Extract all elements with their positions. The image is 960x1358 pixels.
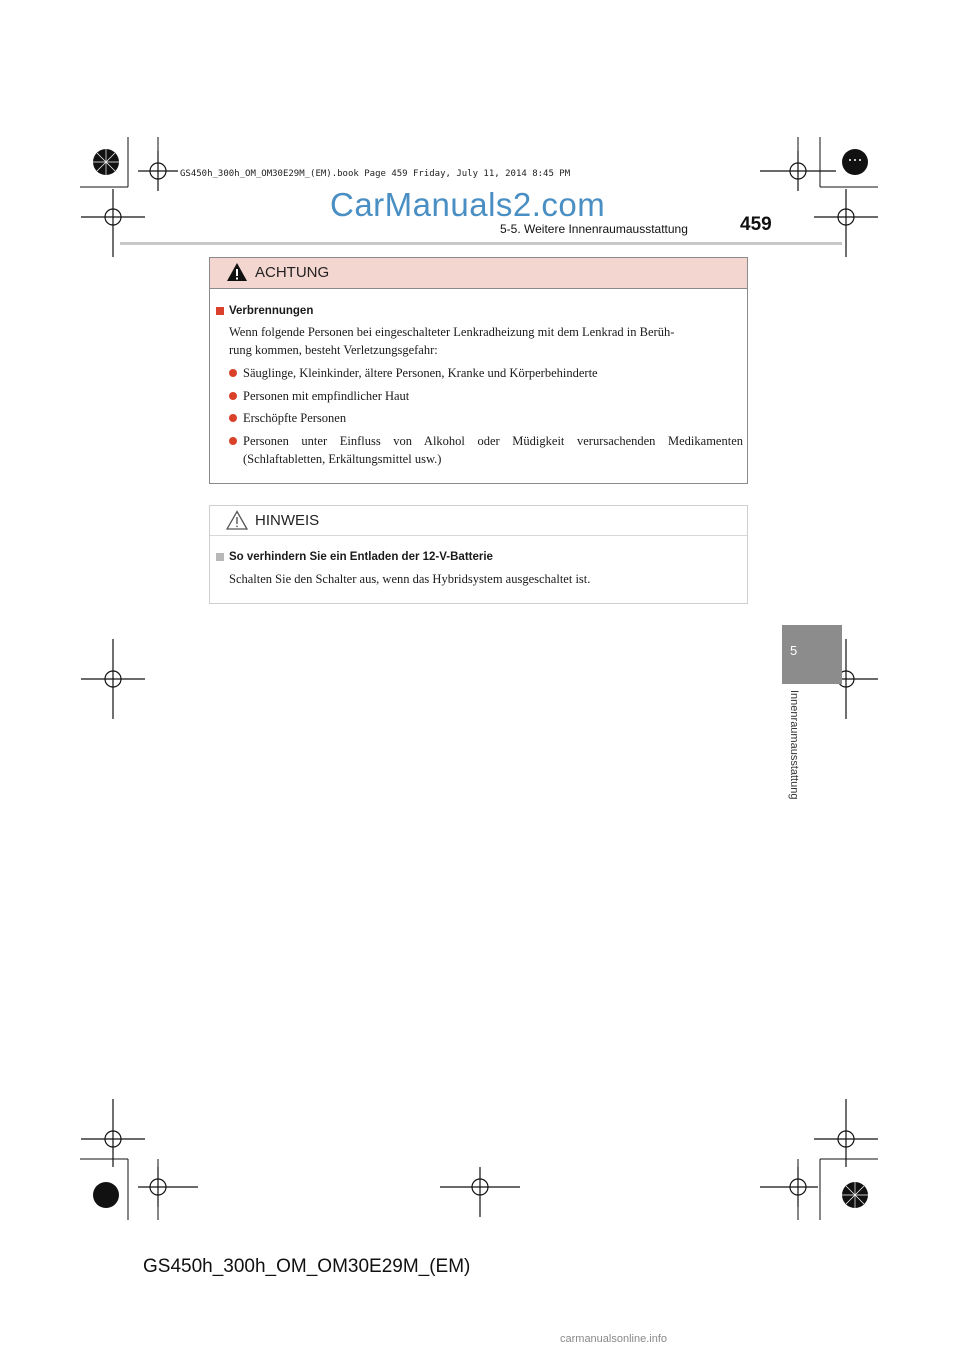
print-info: GS450h_300h_OM_OM30E29M_(EM).book Page 459 Friday, July 11, 2014 8:45 PM bbox=[180, 169, 571, 179]
warning-item-title: Verbrennungen bbox=[229, 305, 314, 317]
warning-box bbox=[209, 257, 748, 484]
crosshair-icon bbox=[81, 639, 145, 719]
bullet-icon bbox=[229, 392, 237, 400]
document-code: GS450h_300h_OM_OM30E29M_(EM) bbox=[143, 1256, 471, 1277]
bullet-icon bbox=[229, 437, 237, 445]
chapter-label-text: Innenraumausstattung bbox=[788, 690, 800, 800]
warning-bullet: Personen unter Einfluss von Alkohol oder Müdigkeit verursachenden Medikamenten bbox=[243, 434, 743, 448]
note-item-title: So verhindern Sie ein Entladen der 12-V-Batterie bbox=[229, 551, 493, 563]
bullet-icon bbox=[229, 414, 237, 422]
note-heading: HINWEIS bbox=[255, 512, 320, 529]
warning-heading: ACHTUNG bbox=[255, 264, 330, 281]
rosette-icon bbox=[842, 1182, 868, 1208]
warning-intro-line1: Wenn folgende Personen bei eingeschalteter Lenkradheizung mit dem Lenkrad in Berüh- bbox=[229, 325, 675, 339]
note-header bbox=[210, 506, 747, 536]
page-number: 459 bbox=[740, 214, 772, 235]
crosshair-icon bbox=[81, 1099, 145, 1167]
crosshair-icon bbox=[760, 151, 836, 191]
warning-intro-line2: rung kommen, besteht Verletzungsgefahr: bbox=[229, 343, 438, 357]
crosshair-icon bbox=[81, 189, 145, 257]
chapter-label bbox=[788, 690, 802, 830]
note-text: Schalten Sie den Schalter aus, wenn das Hybridsystem ausgeschaltet ist. bbox=[229, 572, 591, 586]
warning-header bbox=[210, 258, 747, 289]
site-watermark: carmanualsonline.info bbox=[560, 1333, 668, 1345]
rosette-icon bbox=[93, 149, 119, 175]
caution-triangle-icon bbox=[226, 510, 248, 530]
crosshair-icon bbox=[814, 189, 878, 257]
crosshair-icon bbox=[138, 151, 178, 191]
rosette-icon bbox=[93, 1182, 119, 1208]
crosshair-icon bbox=[760, 1167, 818, 1207]
bullet-icon bbox=[229, 369, 237, 377]
watermark-logo: CarManuals2.com bbox=[330, 186, 606, 223]
warning-bullet: Personen mit empfindlicher Haut bbox=[243, 389, 410, 403]
warning-triangle-icon bbox=[226, 262, 248, 282]
chapter-tab bbox=[782, 625, 842, 684]
chapter-number: 5 bbox=[790, 643, 798, 658]
crosshair-icon bbox=[440, 1167, 520, 1217]
warning-bullet: Erschöpfte Personen bbox=[243, 411, 347, 425]
section-title: 5-5. Weitere Innenraumausstattung bbox=[500, 222, 688, 236]
crosshair-icon bbox=[138, 1167, 198, 1207]
note-box bbox=[209, 505, 748, 604]
rosette-icon bbox=[842, 149, 868, 175]
warning-bullet-continuation: (Schlaftabletten, Erkältungsmittel usw.) bbox=[243, 452, 442, 466]
section-marker-icon bbox=[216, 307, 224, 315]
warning-bullet: Säuglinge, Kleinkinder, ältere Personen, Kranke und Körperbehinderte bbox=[243, 366, 598, 380]
header-divider bbox=[120, 242, 842, 245]
crosshair-icon bbox=[814, 1099, 878, 1167]
section-marker-icon bbox=[216, 553, 224, 561]
